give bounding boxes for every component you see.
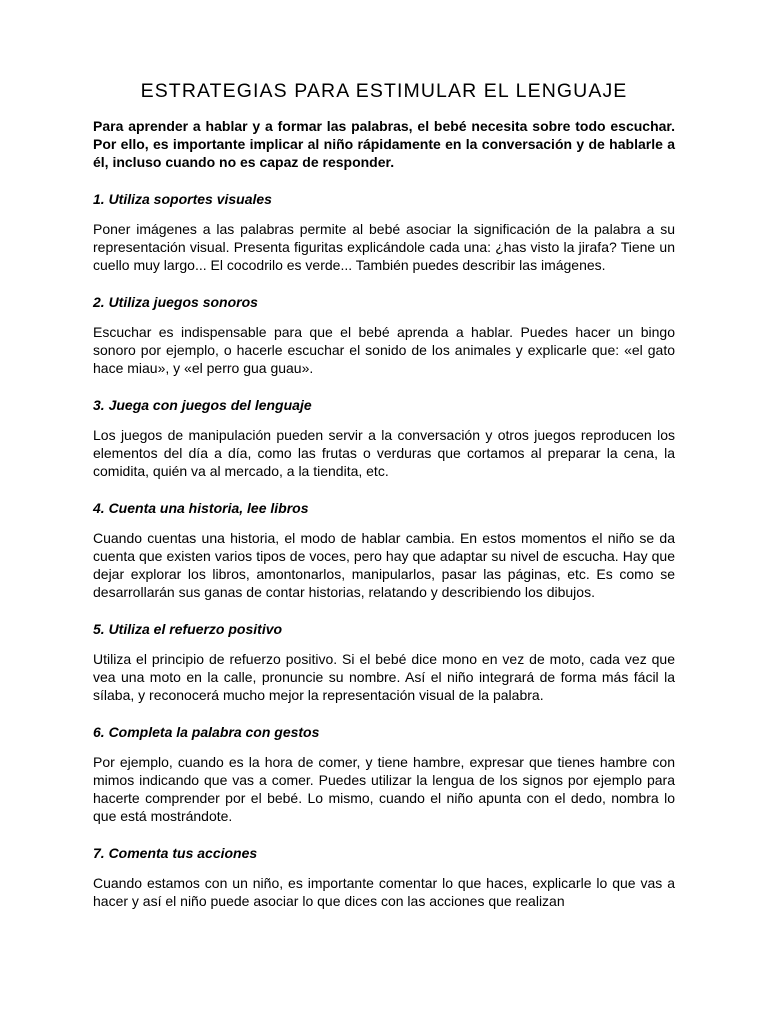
section-1 [93, 190, 675, 274]
section-heading: 4. Cuenta una historia, lee libros [93, 500, 309, 516]
section-3 [93, 396, 675, 480]
section-5 [93, 620, 675, 704]
section-heading: 5. Utiliza el refuerzo positivo [93, 621, 283, 637]
section-body: Los juegos de manipulación pueden servir a la conversación y otros juegos reproducen los elementos del día a día, como las frutas o verduras que cortamos al preparar la cena, la comidita, quién va al mercado, a la tiendita, etc. [93, 427, 675, 479]
section-heading: 1. Utiliza soportes visuales [93, 191, 272, 207]
section-body: Por ejemplo, cuando es la hora de comer, y tiene hambre, expresar que tienes hambre con mimos indicando que vas a comer. Puedes utilizar la lengua de los signos por ejemplo para hacerte comprender por el bebé. Lo mismo, cuando el niño apunta con el dedo, nombra lo que está mostrándote. [93, 754, 675, 824]
section-heading: 6. Completa la palabra con gestos [93, 724, 320, 740]
section-body: Cuando estamos con un niño, es importante comentar lo que haces, explicarle lo que vas a hacer y así el niño puede asociar lo que dices con las acciones que realizan [93, 875, 675, 909]
document-title: ESTRATEGIAS PARA ESTIMULAR EL LENGUAJE [140, 80, 628, 102]
document-page [93, 78, 675, 929]
section-4 [93, 499, 675, 601]
section-body: Poner imágenes a las palabras permite al bebé asociar la significación de la palabra a su representación visual. Presenta figuritas explicándole cada una: ¿has visto la jirafa? Tiene un cuello muy largo... El cocodrilo es verde... También puedes describir las imágenes. [93, 221, 675, 273]
section-2 [93, 293, 675, 377]
section-7 [93, 844, 675, 910]
section-heading: 2. Utiliza juegos sonoros [93, 294, 258, 310]
section-heading: 3. Juega con juegos del lenguaje [93, 397, 312, 413]
intro-paragraph: Para aprender a hablar y a formar las palabras, el bebé necesita sobre todo escuchar. Por ello, es importante implicar al niño rápidamente en la conversación y de hablarle a él, incluso cuando no es capaz de responder. [93, 118, 675, 170]
section-heading: 7. Comenta tus acciones [93, 845, 258, 861]
section-body: Escuchar es indispensable para que el bebé aprenda a hablar. Puedes hacer un bingo sonoro por ejemplo, o hacerle escuchar el sonido de los animales y explicarle que: «el gato hace miau», y «el perro gua guau». [93, 324, 675, 376]
section-6 [93, 723, 675, 825]
section-body: Utiliza el principio de refuerzo positivo. Si el bebé dice mono en vez de moto, cada vez que vea una moto en la calle, pronuncie su nombre. Así el niño integrará de forma más fácil la sílaba, y reconocerá mucho mejor la representación visual de la palabra. [93, 651, 675, 703]
section-body: Cuando cuentas una historia, el modo de hablar cambia. En estos momentos el niño se da cuenta que existen varios tipos de voces, pero hay que adaptar su nivel de escucha. Hay que dejar explorar los libros, amontonarlos, manipularlos, pasar las páginas, etc. Es como se desarrollarán sus ganas de contar historias, relatando y describiendo los dibujos. [93, 530, 675, 600]
